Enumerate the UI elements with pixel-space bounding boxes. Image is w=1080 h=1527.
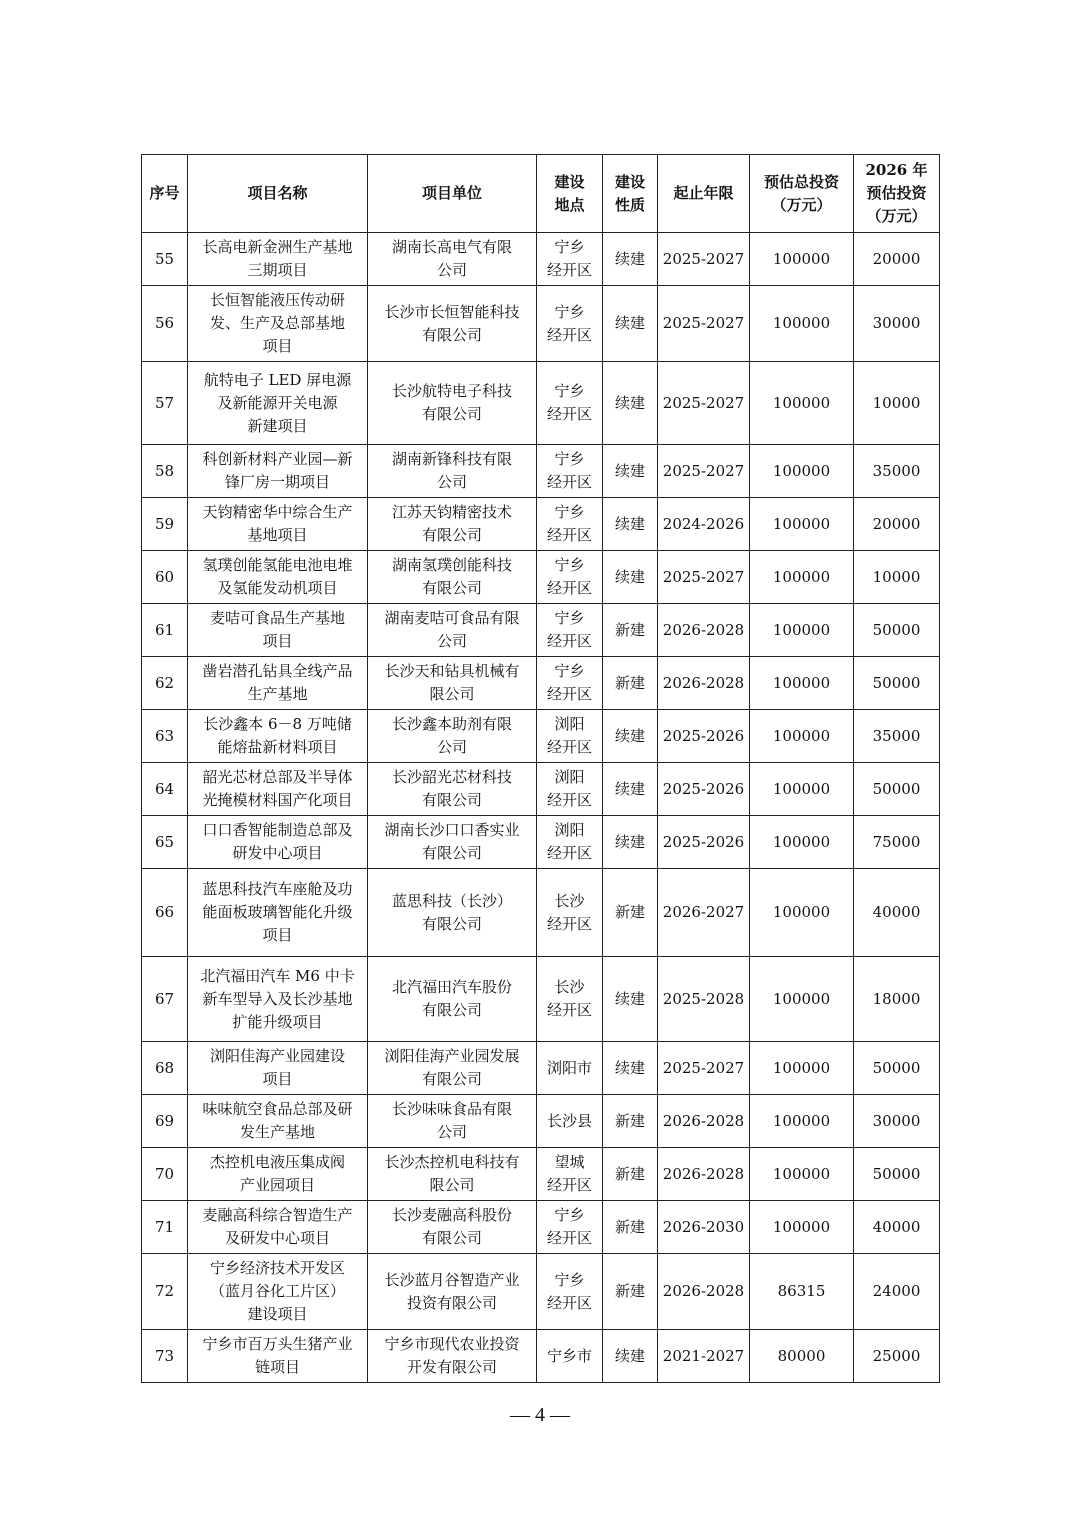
cell-location: 宁乡市: [537, 1330, 603, 1383]
cell-project-name: 杰控机电液压集成阀 产业园项目: [188, 1148, 368, 1201]
cell-period: 2026-2028: [658, 1254, 750, 1330]
table-row: [142, 551, 940, 604]
cell-nature: 续建: [603, 1330, 658, 1383]
cell-location: 宁乡 经开区: [537, 657, 603, 710]
cell-project-unit: 江苏天钧精密技术 有限公司: [368, 498, 537, 551]
cell-project-unit: 长沙杰控机电科技有 限公司: [368, 1148, 537, 1201]
cell-location: 长沙 经开区: [537, 957, 603, 1042]
cell-serial: 67: [142, 957, 188, 1042]
table-row: [142, 604, 940, 657]
cell-serial: 57: [142, 362, 188, 445]
cell-project-name: 长沙鑫本 6－8 万吨储 能熔盐新材料项目: [188, 710, 368, 763]
cell-2026-investment: 40000: [854, 869, 940, 957]
cell-total-investment: 100000: [750, 1201, 854, 1254]
cell-nature: 新建: [603, 1201, 658, 1254]
cell-project-name: 航特电子 LED 屏电源 及新能源开关电源 新建项目: [188, 362, 368, 445]
cell-project-name: 凿岩潜孔钻具全线产品 生产基地: [188, 657, 368, 710]
cell-nature: 续建: [603, 1042, 658, 1095]
cell-serial: 70: [142, 1148, 188, 1201]
cell-project-unit: 浏阳佳海产业园发展 有限公司: [368, 1042, 537, 1095]
cell-total-investment: 100000: [750, 362, 854, 445]
cell-2026-investment: 10000: [854, 551, 940, 604]
cell-period: 2021-2027: [658, 1330, 750, 1383]
cell-serial: 55: [142, 233, 188, 286]
cell-location: 宁乡 经开区: [537, 498, 603, 551]
cell-2026-investment: 24000: [854, 1254, 940, 1330]
cell-serial: 59: [142, 498, 188, 551]
cell-serial: 72: [142, 1254, 188, 1330]
cell-project-unit: 长沙味味食品有限 公司: [368, 1095, 537, 1148]
cell-serial: 56: [142, 286, 188, 362]
cell-total-investment: 100000: [750, 957, 854, 1042]
cell-serial: 58: [142, 445, 188, 498]
cell-project-unit: 长沙天和钻具机械有 限公司: [368, 657, 537, 710]
cell-2026-investment: 20000: [854, 233, 940, 286]
cell-total-investment: 100000: [750, 1095, 854, 1148]
cell-project-unit: 长沙鑫本助剂有限 公司: [368, 710, 537, 763]
cell-project-name: 宁乡经济技术开发区 （蓝月谷化工片区） 建设项目: [188, 1254, 368, 1330]
cell-period: 2025-2027: [658, 286, 750, 362]
cell-2026-investment: 20000: [854, 498, 940, 551]
cell-location: 浏阳 经开区: [537, 763, 603, 816]
table-row: [142, 1254, 940, 1330]
cell-period: 2025-2027: [658, 362, 750, 445]
cell-nature: 续建: [603, 763, 658, 816]
cell-location: 望城 经开区: [537, 1148, 603, 1201]
project-table: [141, 154, 940, 1383]
cell-period: 2026-2027: [658, 869, 750, 957]
cell-project-unit: 湖南长高电气有限 公司: [368, 233, 537, 286]
cell-nature: 续建: [603, 286, 658, 362]
cell-location: 宁乡 经开区: [537, 551, 603, 604]
cell-nature: 新建: [603, 1095, 658, 1148]
cell-period: 2025-2028: [658, 957, 750, 1042]
cell-project-unit: 北汽福田汽车股份 有限公司: [368, 957, 537, 1042]
cell-serial: 71: [142, 1201, 188, 1254]
cell-project-unit: 长沙韶光芯材科技 有限公司: [368, 763, 537, 816]
header-cell: 建设 性质: [603, 155, 658, 233]
cell-period: 2025-2026: [658, 763, 750, 816]
header-cell: 建设 地点: [537, 155, 603, 233]
table-row: [142, 1201, 940, 1254]
header-cell: 2026 年 预估投资 （万元）: [854, 155, 940, 233]
cell-nature: 新建: [603, 657, 658, 710]
cell-project-name: 浏阳佳海产业园建设 项目: [188, 1042, 368, 1095]
cell-location: 长沙 经开区: [537, 869, 603, 957]
cell-project-name: 味味航空食品总部及研 发生产基地: [188, 1095, 368, 1148]
cell-project-name: 麦咭可食品生产基地 项目: [188, 604, 368, 657]
cell-project-unit: 宁乡市现代农业投资 开发有限公司: [368, 1330, 537, 1383]
cell-total-investment: 86315: [750, 1254, 854, 1330]
cell-period: 2026-2030: [658, 1201, 750, 1254]
cell-serial: 60: [142, 551, 188, 604]
cell-nature: 新建: [603, 869, 658, 957]
cell-serial: 69: [142, 1095, 188, 1148]
cell-project-unit: 长沙市长恒智能科技 有限公司: [368, 286, 537, 362]
table-row: [142, 763, 940, 816]
cell-period: 2025-2027: [658, 551, 750, 604]
table-row: [142, 1095, 940, 1148]
cell-nature: 新建: [603, 604, 658, 657]
cell-project-unit: 湖南长沙口口香实业 有限公司: [368, 816, 537, 869]
cell-period: 2025-2026: [658, 816, 750, 869]
cell-project-name: 韶光芯材总部及半导体 光掩模材料国产化项目: [188, 763, 368, 816]
cell-project-name: 麦融高科综合智造生产 及研发中心项目: [188, 1201, 368, 1254]
cell-2026-investment: 25000: [854, 1330, 940, 1383]
cell-2026-investment: 75000: [854, 816, 940, 869]
cell-project-name: 科创新材料产业园—新 锋厂房一期项目: [188, 445, 368, 498]
cell-period: 2026-2028: [658, 657, 750, 710]
cell-serial: 68: [142, 1042, 188, 1095]
cell-total-investment: 100000: [750, 445, 854, 498]
cell-project-name: 长恒智能液压传动研 发、生产及总部基地 项目: [188, 286, 368, 362]
cell-project-unit: 湖南新锋科技有限 公司: [368, 445, 537, 498]
cell-2026-investment: 50000: [854, 657, 940, 710]
cell-total-investment: 80000: [750, 1330, 854, 1383]
cell-project-name: 蓝思科技汽车座舱及功 能面板玻璃智能化升级 项目: [188, 869, 368, 957]
table-row: [142, 957, 940, 1042]
cell-nature: 续建: [603, 445, 658, 498]
cell-project-name: 氢璞创能氢能电池电堆 及氢能发动机项目: [188, 551, 368, 604]
cell-location: 宁乡 经开区: [537, 1254, 603, 1330]
header-cell: 预估总投资 （万元）: [750, 155, 854, 233]
cell-total-investment: 100000: [750, 1042, 854, 1095]
header-cell: 序号: [142, 155, 188, 233]
table-row: [142, 445, 940, 498]
cell-total-investment: 100000: [750, 710, 854, 763]
cell-serial: 61: [142, 604, 188, 657]
cell-location: 宁乡 经开区: [537, 362, 603, 445]
cell-serial: 64: [142, 763, 188, 816]
table-row: [142, 1148, 940, 1201]
table-row: [142, 869, 940, 957]
cell-location: 长沙县: [537, 1095, 603, 1148]
cell-2026-investment: 10000: [854, 362, 940, 445]
cell-project-unit: 湖南麦咭可食品有限 公司: [368, 604, 537, 657]
cell-nature: 续建: [603, 816, 658, 869]
table-header-row: [142, 155, 940, 233]
cell-location: 浏阳 经开区: [537, 816, 603, 869]
table-row: [142, 498, 940, 551]
cell-total-investment: 100000: [750, 604, 854, 657]
header-cell: 起止年限: [658, 155, 750, 233]
cell-2026-investment: 35000: [854, 445, 940, 498]
cell-nature: 续建: [603, 957, 658, 1042]
cell-period: 2026-2028: [658, 604, 750, 657]
cell-nature: 新建: [603, 1254, 658, 1330]
cell-period: 2026-2028: [658, 1148, 750, 1201]
cell-period: 2025-2026: [658, 710, 750, 763]
cell-location: 浏阳 经开区: [537, 710, 603, 763]
page-number: — 4 —: [510, 1404, 570, 1426]
cell-serial: 63: [142, 710, 188, 763]
cell-project-name: 长高电新金洲生产基地 三期项目: [188, 233, 368, 286]
cell-nature: 续建: [603, 498, 658, 551]
cell-location: 宁乡 经开区: [537, 1201, 603, 1254]
cell-project-unit: 长沙蓝月谷智造产业 投资有限公司: [368, 1254, 537, 1330]
cell-total-investment: 100000: [750, 1148, 854, 1201]
table-row: [142, 1330, 940, 1383]
cell-nature: 新建: [603, 1148, 658, 1201]
cell-serial: 65: [142, 816, 188, 869]
cell-2026-investment: 50000: [854, 1042, 940, 1095]
cell-2026-investment: 30000: [854, 286, 940, 362]
table-row: [142, 816, 940, 869]
cell-nature: 续建: [603, 551, 658, 604]
cell-period: 2025-2027: [658, 1042, 750, 1095]
cell-project-name: 宁乡市百万头生猪产业 链项目: [188, 1330, 368, 1383]
cell-project-name: 北汽福田汽车 M6 中卡 新车型导入及长沙基地 扩能升级项目: [188, 957, 368, 1042]
cell-total-investment: 100000: [750, 869, 854, 957]
cell-location: 宁乡 经开区: [537, 286, 603, 362]
cell-total-investment: 100000: [750, 498, 854, 551]
cell-2026-investment: 50000: [854, 1148, 940, 1201]
cell-total-investment: 100000: [750, 551, 854, 604]
cell-nature: 续建: [603, 233, 658, 286]
cell-period: 2025-2027: [658, 445, 750, 498]
header-cell: 项目名称: [188, 155, 368, 233]
cell-nature: 续建: [603, 362, 658, 445]
cell-total-investment: 100000: [750, 233, 854, 286]
cell-serial: 66: [142, 869, 188, 957]
table-row: [142, 233, 940, 286]
table-row: [142, 362, 940, 445]
cell-period: 2024-2026: [658, 498, 750, 551]
cell-project-unit: 长沙麦融高科股份 有限公司: [368, 1201, 537, 1254]
cell-project-name: 天钧精密华中综合生产 基地项目: [188, 498, 368, 551]
table-row: [142, 286, 940, 362]
cell-2026-investment: 30000: [854, 1095, 940, 1148]
cell-serial: 62: [142, 657, 188, 710]
cell-total-investment: 100000: [750, 763, 854, 816]
cell-project-unit: 长沙航特电子科技 有限公司: [368, 362, 537, 445]
header-cell: 项目单位: [368, 155, 537, 233]
cell-2026-investment: 50000: [854, 604, 940, 657]
cell-total-investment: 100000: [750, 816, 854, 869]
cell-total-investment: 100000: [750, 657, 854, 710]
cell-location: 宁乡 经开区: [537, 233, 603, 286]
cell-period: 2025-2027: [658, 233, 750, 286]
cell-2026-investment: 18000: [854, 957, 940, 1042]
cell-period: 2026-2028: [658, 1095, 750, 1148]
cell-total-investment: 100000: [750, 286, 854, 362]
cell-serial: 73: [142, 1330, 188, 1383]
cell-2026-investment: 40000: [854, 1201, 940, 1254]
table-row: [142, 657, 940, 710]
cell-location: 宁乡 经开区: [537, 604, 603, 657]
cell-2026-investment: 35000: [854, 710, 940, 763]
cell-location: 浏阳市: [537, 1042, 603, 1095]
table-row: [142, 1042, 940, 1095]
cell-project-unit: 湖南氢璞创能科技 有限公司: [368, 551, 537, 604]
cell-project-name: 口口香智能制造总部及 研发中心项目: [188, 816, 368, 869]
cell-2026-investment: 50000: [854, 763, 940, 816]
cell-nature: 续建: [603, 710, 658, 763]
cell-project-unit: 蓝思科技（长沙） 有限公司: [368, 869, 537, 957]
table-row: [142, 710, 940, 763]
cell-location: 宁乡 经开区: [537, 445, 603, 498]
